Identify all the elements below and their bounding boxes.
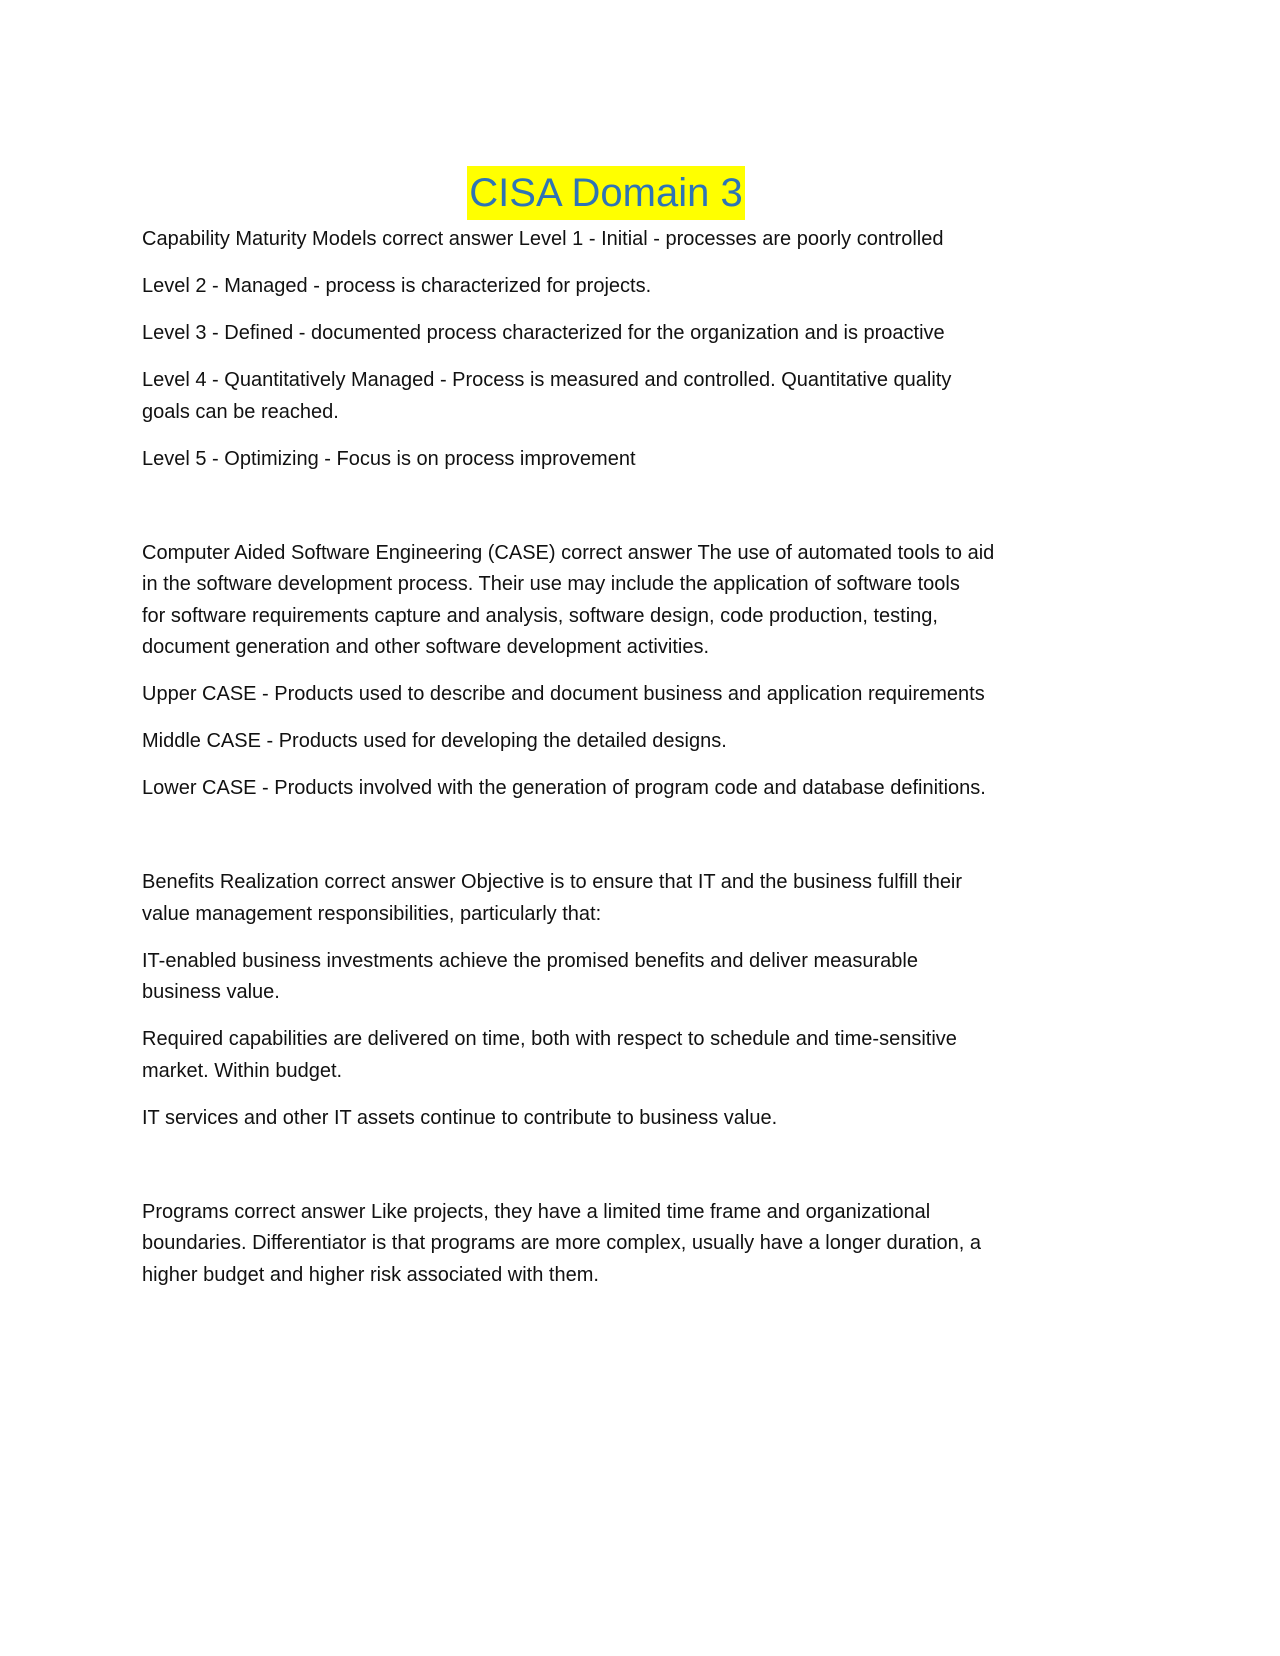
paragraph-line: Level 3 - Defined - documented process characterized for the organization and is proactive [142, 322, 945, 344]
paragraph-spacer [142, 820, 1102, 867]
paragraph [142, 318, 1102, 350]
document-body [142, 224, 1102, 1307]
paragraph-line: Upper CASE - Products used to describe and document business and application requirements [142, 683, 985, 705]
paragraph-line: Computer Aided Software Engineering (CASE) correct answer The use of automated tools to aid [142, 541, 995, 564]
title-container [0, 166, 1212, 220]
paragraph [142, 1024, 1102, 1087]
paragraph-line: Level 4 - Quantitatively Managed - Process is measured and controlled. Quantitative quality [142, 369, 952, 391]
paragraph-line: document generation and other software development activities. [142, 636, 710, 658]
paragraph-line: for software requirements capture and analysis, software design, code production, testing, [142, 604, 938, 627]
paragraph [142, 538, 1102, 664]
paragraph [142, 1103, 1102, 1135]
paragraph-line: boundaries. Differentiator is that programs are more complex, usually have a longer duration, a [142, 1232, 981, 1254]
paragraph [142, 365, 1102, 428]
paragraph-line: Capability Maturity Models correct answer Level 1 - Initial - processes are poorly controlled [142, 228, 944, 250]
paragraph-line: Required capabilities are delivered on time, both with respect to schedule and time-sensitive [142, 1028, 957, 1050]
paragraph-line: business value. [142, 981, 280, 1003]
paragraph-line: market. Within budget. [142, 1059, 343, 1082]
paragraph-line: Benefits Realization correct answer Objective is to ensure that IT and the business fulfill their [142, 871, 963, 893]
paragraph-line: Level 2 - Managed - process is characterized for projects. [142, 275, 652, 297]
paragraph [142, 773, 1102, 805]
paragraph-line: higher budget and higher risk associated with them. [142, 1263, 599, 1286]
paragraph [142, 444, 1102, 476]
paragraph-line: goals can be reached. [142, 400, 339, 423]
paragraph-line: IT services and other IT assets continue to contribute to business value. [142, 1106, 778, 1129]
paragraph [142, 726, 1102, 758]
document-title: CISA Domain 3 [467, 166, 744, 220]
paragraph-line: Level 5 - Optimizing - Focus is on process improvement [142, 447, 636, 470]
paragraph-line: Middle CASE - Products used for developing the detailed designs. [142, 730, 727, 752]
paragraph [142, 1197, 1102, 1292]
paragraph-line: in the software development process. Their use may include the application of software tools [142, 573, 960, 595]
paragraph [142, 679, 1102, 711]
paragraph-line: Lower CASE - Products involved with the generation of program code and database definitions. [142, 777, 986, 799]
paragraph [142, 271, 1102, 303]
paragraph-spacer [142, 1150, 1102, 1197]
paragraph-line: Programs correct answer Like projects, they have a limited time frame and organizational [142, 1200, 931, 1223]
paragraph [142, 224, 1102, 256]
paragraph [142, 867, 1102, 930]
paragraph-spacer [142, 491, 1102, 538]
paragraph-line: value management responsibilities, particularly that: [142, 902, 602, 925]
paragraph-line: IT-enabled business investments achieve the promised benefits and deliver measurable [142, 949, 918, 972]
paragraph [142, 946, 1102, 1009]
